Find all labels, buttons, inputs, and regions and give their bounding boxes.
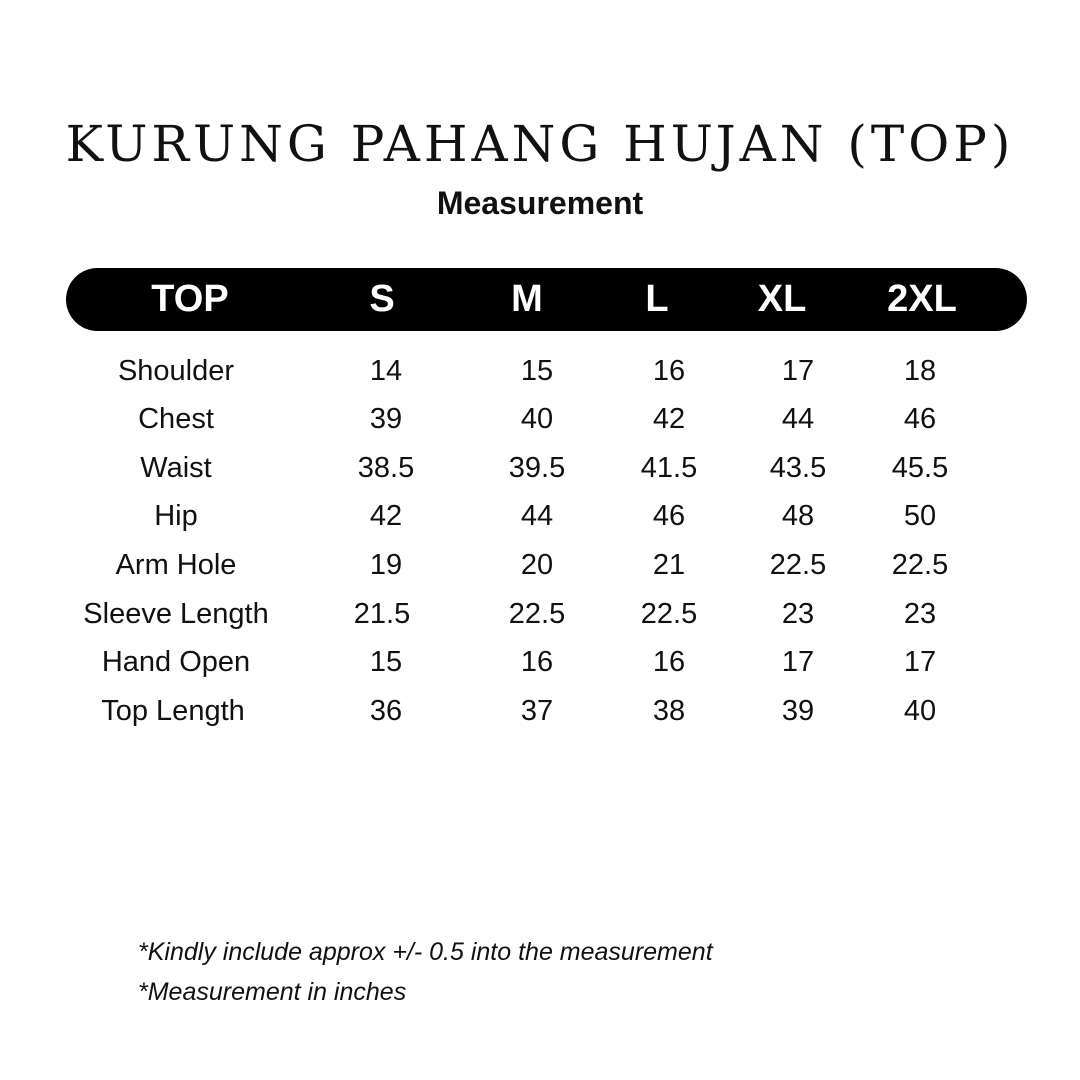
header-cell-2xl: 2XL (887, 278, 957, 320)
cell-l: 16 (652, 646, 686, 678)
cell-l: 46 (652, 500, 686, 532)
table-row (0, 592, 1080, 636)
cell-s: 19 (369, 549, 403, 581)
cell-s: 14 (369, 355, 403, 387)
cell-2xl: 40 (903, 695, 937, 727)
cell-2xl: 23 (903, 598, 937, 630)
row-label: Hand Open (101, 646, 251, 678)
cell-xl: 43.5 (769, 452, 827, 484)
table-header (66, 268, 1027, 331)
cell-2xl: 45.5 (891, 452, 949, 484)
table-row (0, 494, 1080, 538)
table-row (0, 689, 1080, 733)
cell-l: 21 (652, 549, 686, 581)
header-cell-m: M (511, 278, 543, 320)
cell-2xl: 22.5 (891, 549, 949, 581)
cell-l: 42 (652, 403, 686, 435)
cell-m: 22.5 (508, 598, 566, 630)
table-row (0, 397, 1080, 441)
table-row (0, 349, 1080, 393)
cell-s: 39 (369, 403, 403, 435)
cell-m: 37 (520, 695, 554, 727)
cell-l: 22.5 (640, 598, 698, 630)
cell-s: 36 (369, 695, 403, 727)
cell-xl: 22.5 (769, 549, 827, 581)
cell-l: 41.5 (640, 452, 698, 484)
table-row (0, 446, 1080, 490)
cell-m: 40 (520, 403, 554, 435)
row-label: Chest (138, 403, 214, 435)
cell-2xl: 18 (903, 355, 937, 387)
cell-2xl: 46 (903, 403, 937, 435)
cell-s: 21.5 (353, 598, 411, 630)
cell-m: 39.5 (508, 452, 566, 484)
cell-2xl: 17 (903, 646, 937, 678)
table-row (0, 543, 1080, 587)
cell-2xl: 50 (903, 500, 937, 532)
cell-xl: 17 (781, 355, 815, 387)
cell-m: 15 (520, 355, 554, 387)
row-label: Waist (140, 452, 212, 484)
header-cell-xl: XL (757, 278, 807, 320)
cell-l: 16 (652, 355, 686, 387)
cell-xl: 17 (781, 646, 815, 678)
cell-l: 38 (652, 695, 686, 727)
cell-m: 20 (520, 549, 554, 581)
note-units: *Measurement in inches (138, 978, 407, 1006)
cell-m: 16 (520, 646, 554, 678)
header-cell-s: S (369, 278, 395, 320)
cell-s: 15 (369, 646, 403, 678)
row-label: Hip (154, 500, 198, 532)
page-title: KURUNG PAHANG HUJAN (TOP) (65, 115, 1015, 173)
row-label: Shoulder (117, 355, 235, 387)
row-label: Top Length (101, 695, 245, 727)
row-label: Sleeve Length (83, 598, 269, 630)
table-row (0, 640, 1080, 684)
row-label: Arm Hole (115, 549, 237, 581)
cell-xl: 44 (781, 403, 815, 435)
cell-s: 38.5 (357, 452, 415, 484)
cell-xl: 39 (781, 695, 815, 727)
header-cell-l: L (645, 278, 669, 320)
cell-s: 42 (369, 500, 403, 532)
cell-xl: 48 (781, 500, 815, 532)
page-subtitle: Measurement (436, 185, 644, 221)
note-tolerance: *Kindly include approx +/- 0.5 into the measurement (138, 938, 713, 966)
header-cell-top: TOP (151, 278, 229, 320)
cell-xl: 23 (781, 598, 815, 630)
cell-m: 44 (520, 500, 554, 532)
